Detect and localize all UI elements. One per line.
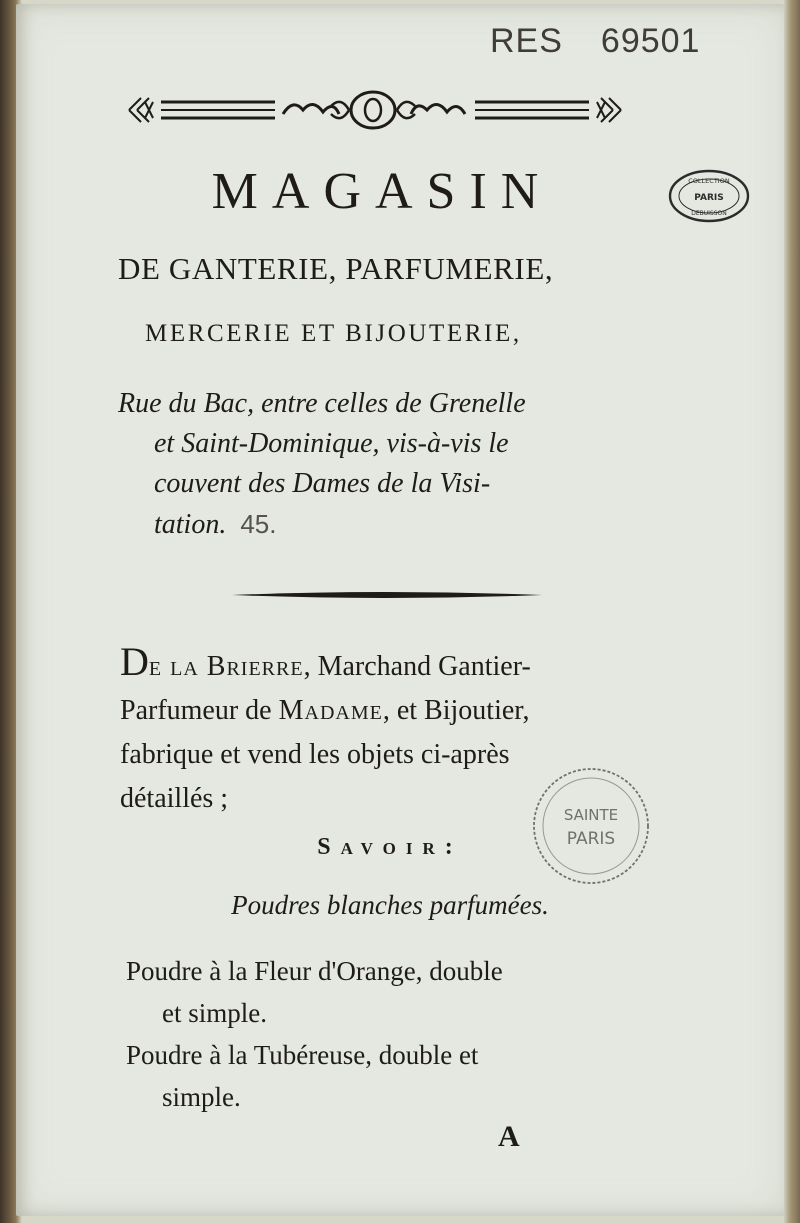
address-line-2: et Saint-Dominique, vis-à-vis le xyxy=(154,428,509,459)
page-stack-edge xyxy=(784,0,800,1223)
address-line-1: Rue du Bac, entre celles de Grenelle xyxy=(118,388,526,419)
merchant-line-2 xyxy=(120,689,660,733)
stamp-oval-line1: COLLECTION xyxy=(688,177,730,185)
stamp-round-line2: PARIS xyxy=(566,829,616,849)
merchant-line-2b: , et Bijoutier, xyxy=(382,695,530,726)
library-stamp-round xyxy=(528,764,654,888)
address-line-3: couvent des Dames de la Visi- xyxy=(154,468,491,499)
shop-address xyxy=(118,384,658,545)
subtitle-mercerie: MERCERIE ET BIJOUTERIE, xyxy=(145,320,522,347)
product-1-line-1: Poudre à la Fleur d'Orange, double xyxy=(126,956,503,986)
catchword: A xyxy=(498,1120,520,1153)
merchant-line-1-tail: , Marchand Gantier- xyxy=(303,651,531,682)
merchant-line-2a: Parfumeur de xyxy=(120,695,279,726)
shelfmark-number: 69501 xyxy=(600,22,701,60)
product-2-line-1: Poudre à la Tubéreuse, double et xyxy=(126,1040,479,1070)
drop-initial: D xyxy=(120,639,149,684)
shelfmark-prefix: RES xyxy=(490,22,563,60)
address-line-4-text: tation. xyxy=(154,509,227,540)
header-ornament xyxy=(125,88,625,132)
title-magasin: MAGASIN xyxy=(211,163,553,220)
address-line-4 xyxy=(118,504,658,545)
savoir-heading: Savoir: xyxy=(317,834,463,860)
product-1-line-2: et simple. xyxy=(162,998,267,1028)
stamp-oval-line3: DEBUISSON xyxy=(691,210,727,217)
product-2-line-2: simple. xyxy=(162,1082,241,1112)
subtitle-ganterie: DE GANTERIE, PARFUMERIE, xyxy=(118,251,554,286)
merchant-line-4: détaillés ; xyxy=(120,783,229,814)
section-rule xyxy=(232,588,542,602)
handwritten-number: 45. xyxy=(240,509,277,539)
merchant-name: e la Brierre xyxy=(148,651,304,682)
shelfmark-handwritten xyxy=(490,22,700,61)
stamp-round-line1: SAINTE xyxy=(563,806,619,824)
stamp-oval-line2: PARIS xyxy=(694,193,724,203)
merchant-line-1 xyxy=(120,640,660,689)
merchant-madame: Madame xyxy=(278,695,383,726)
section-title: Poudres blanches parfumées. xyxy=(231,890,549,920)
product-list xyxy=(126,950,666,1118)
merchant-line-3: fabrique et vend les objets ci-après xyxy=(120,739,510,770)
